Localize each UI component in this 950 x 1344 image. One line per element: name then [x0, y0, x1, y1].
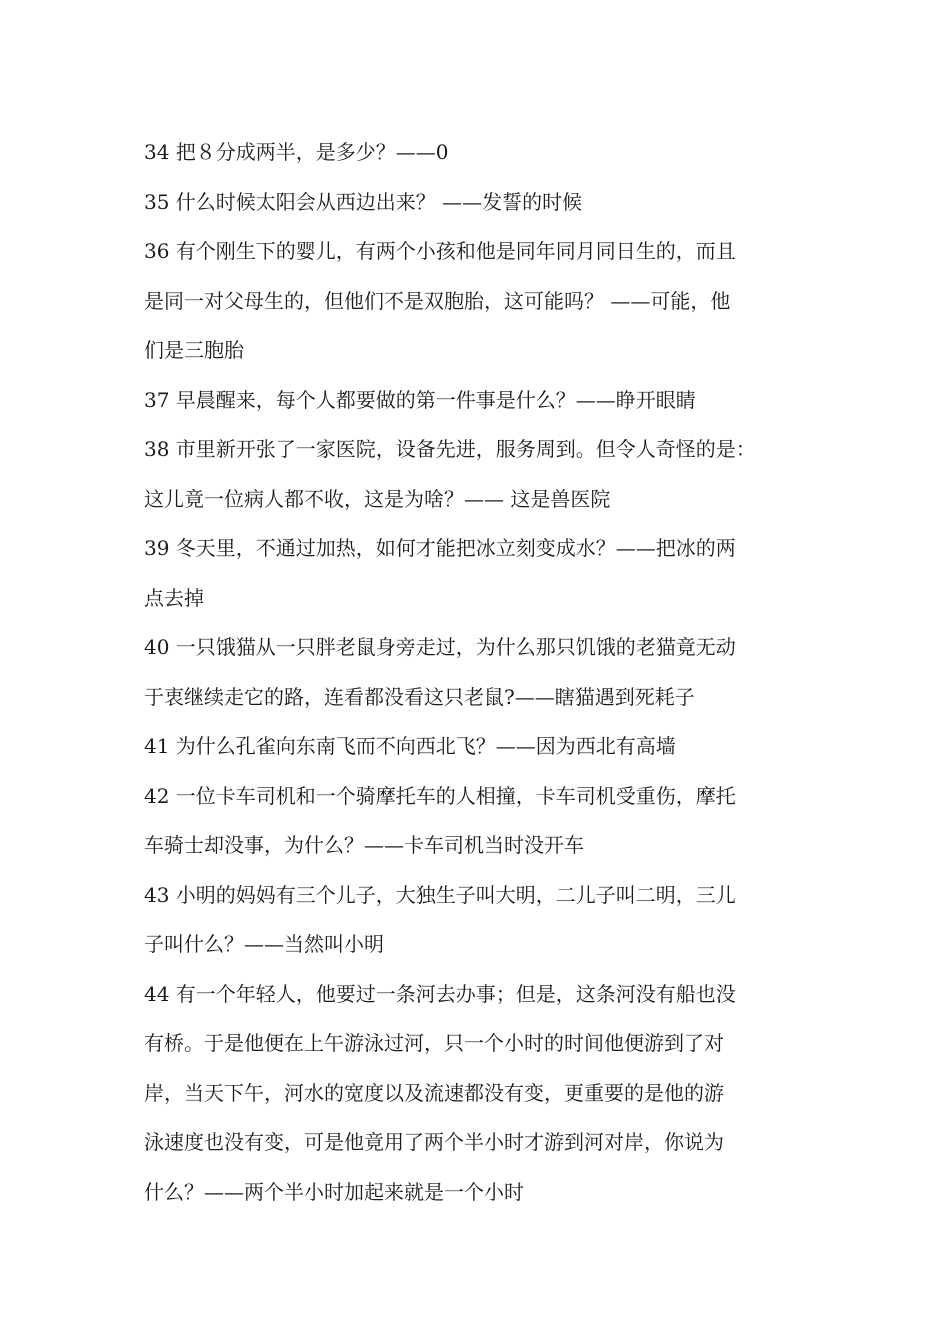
text-line: 35 什么时候太阳会从西边出来？ ——发誓的时候	[144, 189, 583, 214]
text-line: 点去掉	[144, 585, 204, 610]
text-line: 们是三胞胎	[144, 338, 244, 362]
text-line: 43 小明的妈妈有三个儿子，大独生子叫大明，二儿子叫二明，三儿	[144, 882, 736, 907]
text-line: 于衷继续走它的路，连看都没看这只老鼠?——瞎猫遇到死耗子	[144, 684, 695, 709]
text-line: 39 冬天里，不通过加热，如何才能把冰立刻变成水？——把冰的两	[144, 536, 736, 560]
text-line: 车骑士却没事，为什么？——卡车司机当时没开车	[144, 833, 584, 857]
document-body	[144, 133, 810, 1222]
text-line: 泳速度也没有变，可是他竟用了两个半小时才游到河对岸，你说为	[144, 1130, 724, 1154]
text-line: 子叫什么？——当然叫小明	[144, 932, 384, 956]
text-line: 41 为什么孔雀向东南飞而不向西北飞？——因为西北有高墙	[144, 734, 676, 758]
text-line: 岸，当天下午，河水的宽度以及流速都没有变，更重要的是他的游	[144, 1080, 724, 1105]
text-line: 44 有一个年轻人，他要过一条河去办事；但是，这条河没有船也没	[144, 981, 736, 1006]
text-line: 是同一对父母生的，但他们不是双胞胎，这可能吗？ ——可能，他	[144, 288, 731, 313]
text-line: 34 把８分成两半，是多少？——0	[144, 140, 449, 164]
text-line: 36 有个刚生下的婴儿，有两个小孩和他是同年同月同日生的，而且	[144, 239, 736, 263]
text-line: 有桥。于是他便在上午游泳过河，只一个小时的时间他便游到了对	[144, 1031, 724, 1055]
text-line: 38 市里新开张了一家医院，设备先进，服务周到。但令人奇怪的是：	[144, 437, 756, 461]
text-line: 37 早晨醒来，每个人都要做的第一件事是什么？——睁开眼睛	[144, 387, 696, 412]
text-line: 40 一只饿猫从一只胖老鼠身旁走过，为什么那只饥饿的老猫竟无动	[144, 635, 736, 659]
text-line: 什么？——两个半小时加起来就是一个小时	[144, 1179, 524, 1204]
text-line: 这儿竟一位病人都不收，这是为啥？—— 这是兽医院	[144, 486, 611, 511]
text-line: 42 一位卡车司机和一个骑摩托车的人相撞，卡车司机受重伤，摩托	[144, 783, 736, 808]
